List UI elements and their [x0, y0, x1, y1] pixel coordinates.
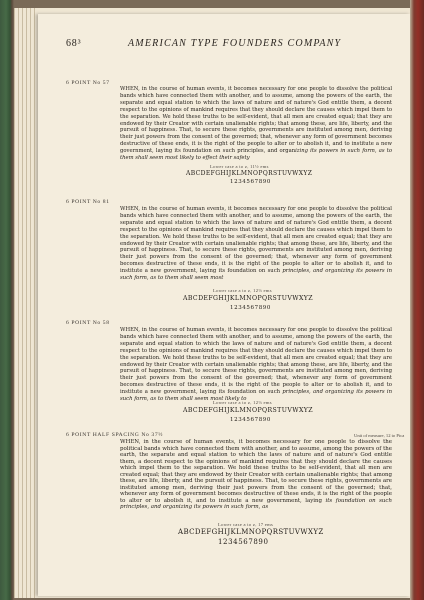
figures: 1234567890: [218, 538, 269, 546]
specimen-body: WHEN, in the course of human events, it becomes necessary for one people to dissolve the political bands which have connected them with another, and to assume, among the powers of the earth, the separate and equal station to which the laws of nature and of nature's God entitle them, a decent respect to the opinions of mankind requires that they should declare the causes which impel them to the separation. We hold these truths to be self-evident, that all men are created equal; that they are endowed by their Creator with certain unalienable rights; that among these, are life, liberty, and the pursuit of happiness. That, to secure these rights, governments are instituted among men, deriving their just powers from the consent of the governed; that, whenever any form of government becomes destructive of these ends, it is the right of the people to alter or to abolish it, and to institute a new government, laying: [120, 439, 392, 504]
uppercase-alphabet: ABCDEFGHIJKLMNOPQRSTUVWXYZ: [178, 528, 324, 536]
uppercase-alphabet: ABCDEFGHIJKLMNOPQRSTUVWXYZ: [186, 170, 313, 177]
figures: 1234567890: [230, 305, 271, 311]
specimen-italic: principles, and organizing its powers in such form, as to them shall seem most: [120, 268, 393, 282]
specimen-italic: principles, and organizing its powers in such form, as to them shall seem most likely to: [120, 389, 393, 403]
specimen-text: [120, 327, 392, 403]
specimen-body: WHEN, in the course of human events, it becomes necessary for one people to dissolve the political bands which have connected them with another, and to assume, among the powers of the earth, the separate and equal station to which the laws of nature and of nature's God entitle them, a decent respect to the opinions of mankind requires that they should declare the causes which impel them to the separation. We hold these truths to be self-evident, that all men are created equal; that they are endowed by their Creator with certain unalienable rights; that among these, are life, liberty, and the pursuit of happiness. That, to secure these rights, governments are instituted among men, deriving their just powers from the consent of the governed; that, whenever any form of government becomes destructive of these ends, it is the right of the people to alter or to abolish it, and to institute a new government, laying its foundation on such principles, and organ: [120, 86, 392, 155]
unit-note: Unit of measure, 12 to Pica: [354, 433, 405, 438]
specimen-body: WHEN, in the course of human events, it becomes necessary for one people to dissolve the political bands which have connected them with another, and to assume, among the powers of the earth, the separate and equal station to which the laws of nature and of nature's God entitle them, a decent respect to the opinions of mankind requires that they should declare the causes which impel them to the separation. We hold these truths to be self-evident, that all men are created equal; that they are endowed by their Creator with certain unalienable rights; that among these, are life, liberty, and the pursuit of happiness. That, to secure these rights, governments are instituted among men, deriving their just powers from the consent of the governed; that, whenever any form of government becomes destructive of these ends, it is the right of the people to alter or to abolish it, and to institute a new government, laying its foundation on such: [120, 327, 392, 396]
lower-case-note: Lower case a to z, 17 ems: [218, 522, 274, 527]
specimen-text: [120, 206, 392, 282]
page-title: AMERICAN TYPE FOUNDERS COMPANY: [128, 38, 342, 49]
figures: 1234567890: [230, 417, 271, 423]
uppercase-alphabet: ABCDEFGHIJKLMNOPQRSTUVWXYZ: [183, 407, 313, 414]
specimen-text: [120, 86, 392, 162]
page-number: 68³: [66, 38, 82, 49]
specimen-italic: its foundation on such principles, and organizing its powers in such form, as: [120, 497, 392, 510]
lower-case-note: Lower case a to z, 12⅓ ems: [213, 288, 272, 293]
specimen-body: WHEN, in the course of human events, it becomes necessary for one people to dissolve the political bands which have connected them with another, and to assume, among the powers of the earth, the separate and equal station to which the laws of nature and of nature's God entitle them, a decent respect to the opinions of mankind requires that they should declare the causes which impel them to the separation. We hold these truths to be self-evident, that all men are created equal; that they are endowed by their Creator with certain unalienable rights; that among these, are life, liberty, and the pursuit of happiness. That, to secure these rights, governments are instituted among men, deriving their just powers from the consent of the governed; that, whenever any form of government becomes destructive of these ends, it is the right of the people to alter or to abolish it, and to institute a new government, laying its foundation on such: [120, 206, 392, 275]
uppercase-alphabet: ABCDEFGHIJKLMNOPQRSTUVWXYZ: [183, 295, 313, 302]
figures: 1234567890: [230, 179, 271, 185]
specimen-label: 6 POINT No 57: [66, 80, 110, 86]
specimen-text: [120, 439, 392, 511]
specimen-italic: izing its powers in such form, as to them shall seem most likely to effect their safety: [120, 148, 392, 162]
specimen-label: 6 POINT HALF SPACING No 37½: [66, 432, 164, 438]
book-edge: [410, 0, 424, 600]
lower-case-note: Lower case a to z, 11½ ems: [210, 164, 269, 169]
specimen-label: 6 POINT No 58: [66, 320, 110, 326]
specimen-label: 6 POINT No 81: [66, 199, 110, 205]
lower-case-note: Lower case a to z, 12⅓ ems: [213, 400, 272, 405]
